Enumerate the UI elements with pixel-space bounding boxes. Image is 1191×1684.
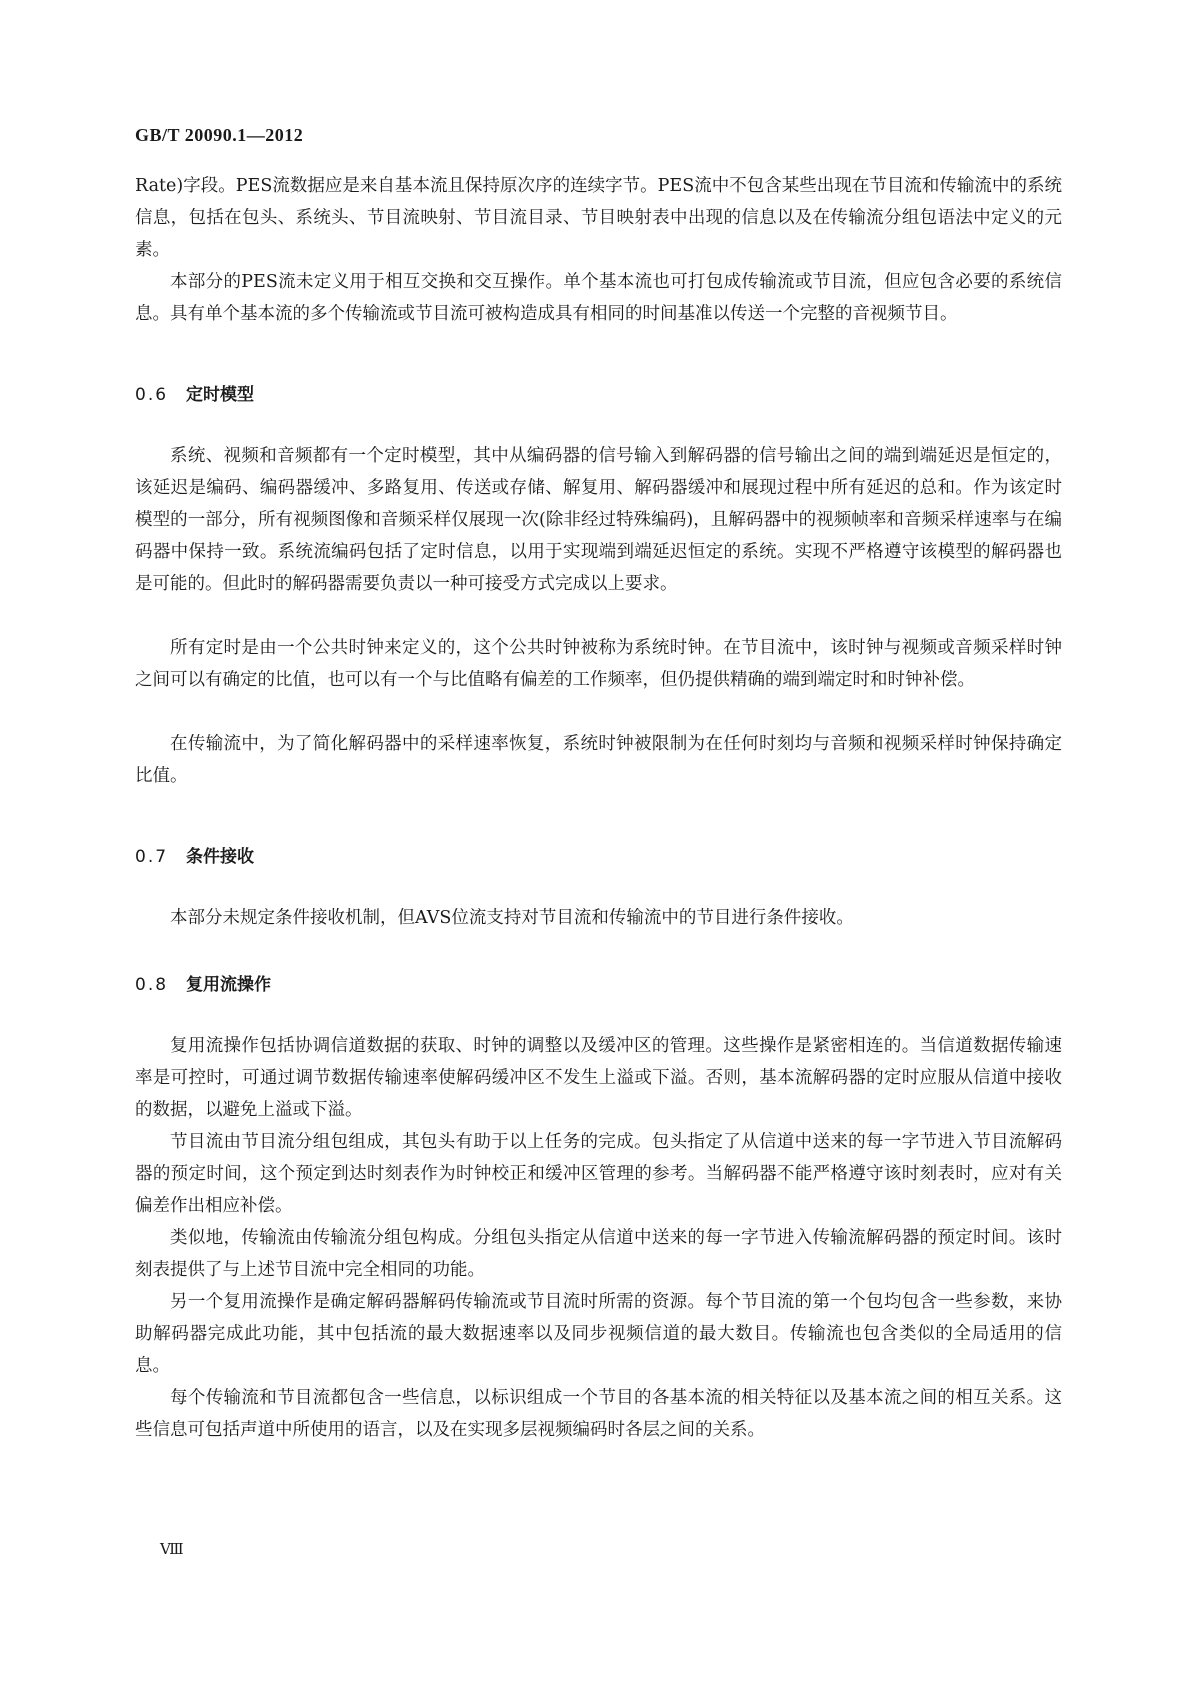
- page-number: Ⅷ: [160, 1542, 184, 1558]
- section-number: 0.7: [135, 847, 169, 867]
- multiplex-paragraph-4: 另一个复用流操作是确定解码器解码传输流或节目流时所需的资源。每个节目流的第一个包均包含一些参数，来协助解码器完成此功能，其中包括流的最大数据速率以及同步视频信道的最大数目。传输流也包含类似的全局适用的信息。: [135, 1292, 1062, 1376]
- multiplex-paragraph-1: 复用流操作包括协调信道数据的获取、时钟的调整以及缓冲区的管理。这些操作是紧密相连的。当信道数据传输速率是可控时，可通过调节数据传输速率使解码缓冲区不发生上溢或下溢。否则，基本流解码器的定时应服从信道中接收的数据，以避免上溢或下溢。: [135, 1036, 1062, 1120]
- section-heading-timing-model: [135, 380, 254, 405]
- section-title: 条件接收: [186, 847, 255, 867]
- timing-paragraph-1: 系统、视频和音频都有一个定时模型，其中从编码器的信号输入到解码器的信号输出之间的端到端延迟是恒定的，该延迟是编码、编码器缓冲、多路复用、传送或存储、解复用、解码器缓冲和展现过程中所有延迟的总和。作为该定时模型的一部分，所有视频图像和音频采样仅展现一次(除非经过特殊编码)，且解码器中的视频帧率和音频采样速率与在编码器中保持一致。系统流编码包括了定时信息，以用于实现端到端延迟恒定的系统。实现不严格遵守该模型的解码器也是可能的。但此时的解码器需要负责以一种可接受方式完成以上要求。: [135, 446, 1062, 594]
- section-heading-multiplex-operation: [135, 970, 271, 995]
- section-title: 定时模型: [186, 385, 255, 405]
- section-title: 复用流操作: [186, 975, 272, 995]
- section-number: 0.8: [135, 975, 169, 995]
- conditional-access-paragraph: 本部分未规定条件接收机制，但AVS位流支持对节目流和传输流中的节目进行条件接收。: [170, 908, 854, 928]
- multiplex-paragraph-3: 类似地，传输流由传输流分组包构成。分组包头指定从信道中送来的每一字节进入传输流解码器的预定时间。该时刻表提供了与上述节目流中完全相同的功能。: [135, 1228, 1062, 1280]
- section-heading-conditional-access: [135, 842, 254, 867]
- intro-paragraph-1: Rate)字段。PES流数据应是来自基本流且保持原次序的连续字节。PES流中不包含某些出现在节目流和传输流中的系统信息，包括在包头、系统头、节目流映射、节目流目录、节目映射表中出现的信息以及在传输流分组包语法中定义的元素。: [135, 176, 1062, 260]
- intro-paragraph-2: 本部分的PES流未定义用于相互交换和交互操作。单个基本流也可打包成传输流或节目流，但应包含必要的系统信息。具有单个基本流的多个传输流或节目流可被构造成具有相同的时间基准以传送一个完整的音视频节目。: [135, 272, 1062, 324]
- timing-paragraph-3: 在传输流中，为了简化解码器中的采样速率恢复，系统时钟被限制为在任何时刻均与音频和视频采样时钟保持确定比值。: [135, 734, 1062, 786]
- multiplex-paragraph-2: 节目流由节目流分组包组成，其包头有助于以上任务的完成。包头指定了从信道中送来的每一字节进入节目流解码器的预定时间，这个预定到达时刻表作为时钟校正和缓冲区管理的参考。当解码器不能严格遵守该时刻表时，应对有关偏差作出相应补偿。: [135, 1132, 1062, 1216]
- timing-paragraph-2: 所有定时是由一个公共时钟来定义的，这个公共时钟被称为系统时钟。在节目流中，该时钟与视频或音频采样时钟之间可以有确定的比值，也可以有一个与比值略有偏差的工作频率，但仍提供精确的端到端定时和时钟补偿。: [135, 638, 1062, 690]
- multiplex-paragraph-5: 每个传输流和节目流都包含一些信息，以标识组成一个节目的各基本流的相关特征以及基本流之间的相互关系。这些信息可包括声道中所使用的语言，以及在实现多层视频编码时各层之间的关系。: [135, 1388, 1062, 1440]
- document-id: GB/T 20090.1—2012: [135, 125, 304, 145]
- section-number: 0.6: [135, 385, 169, 405]
